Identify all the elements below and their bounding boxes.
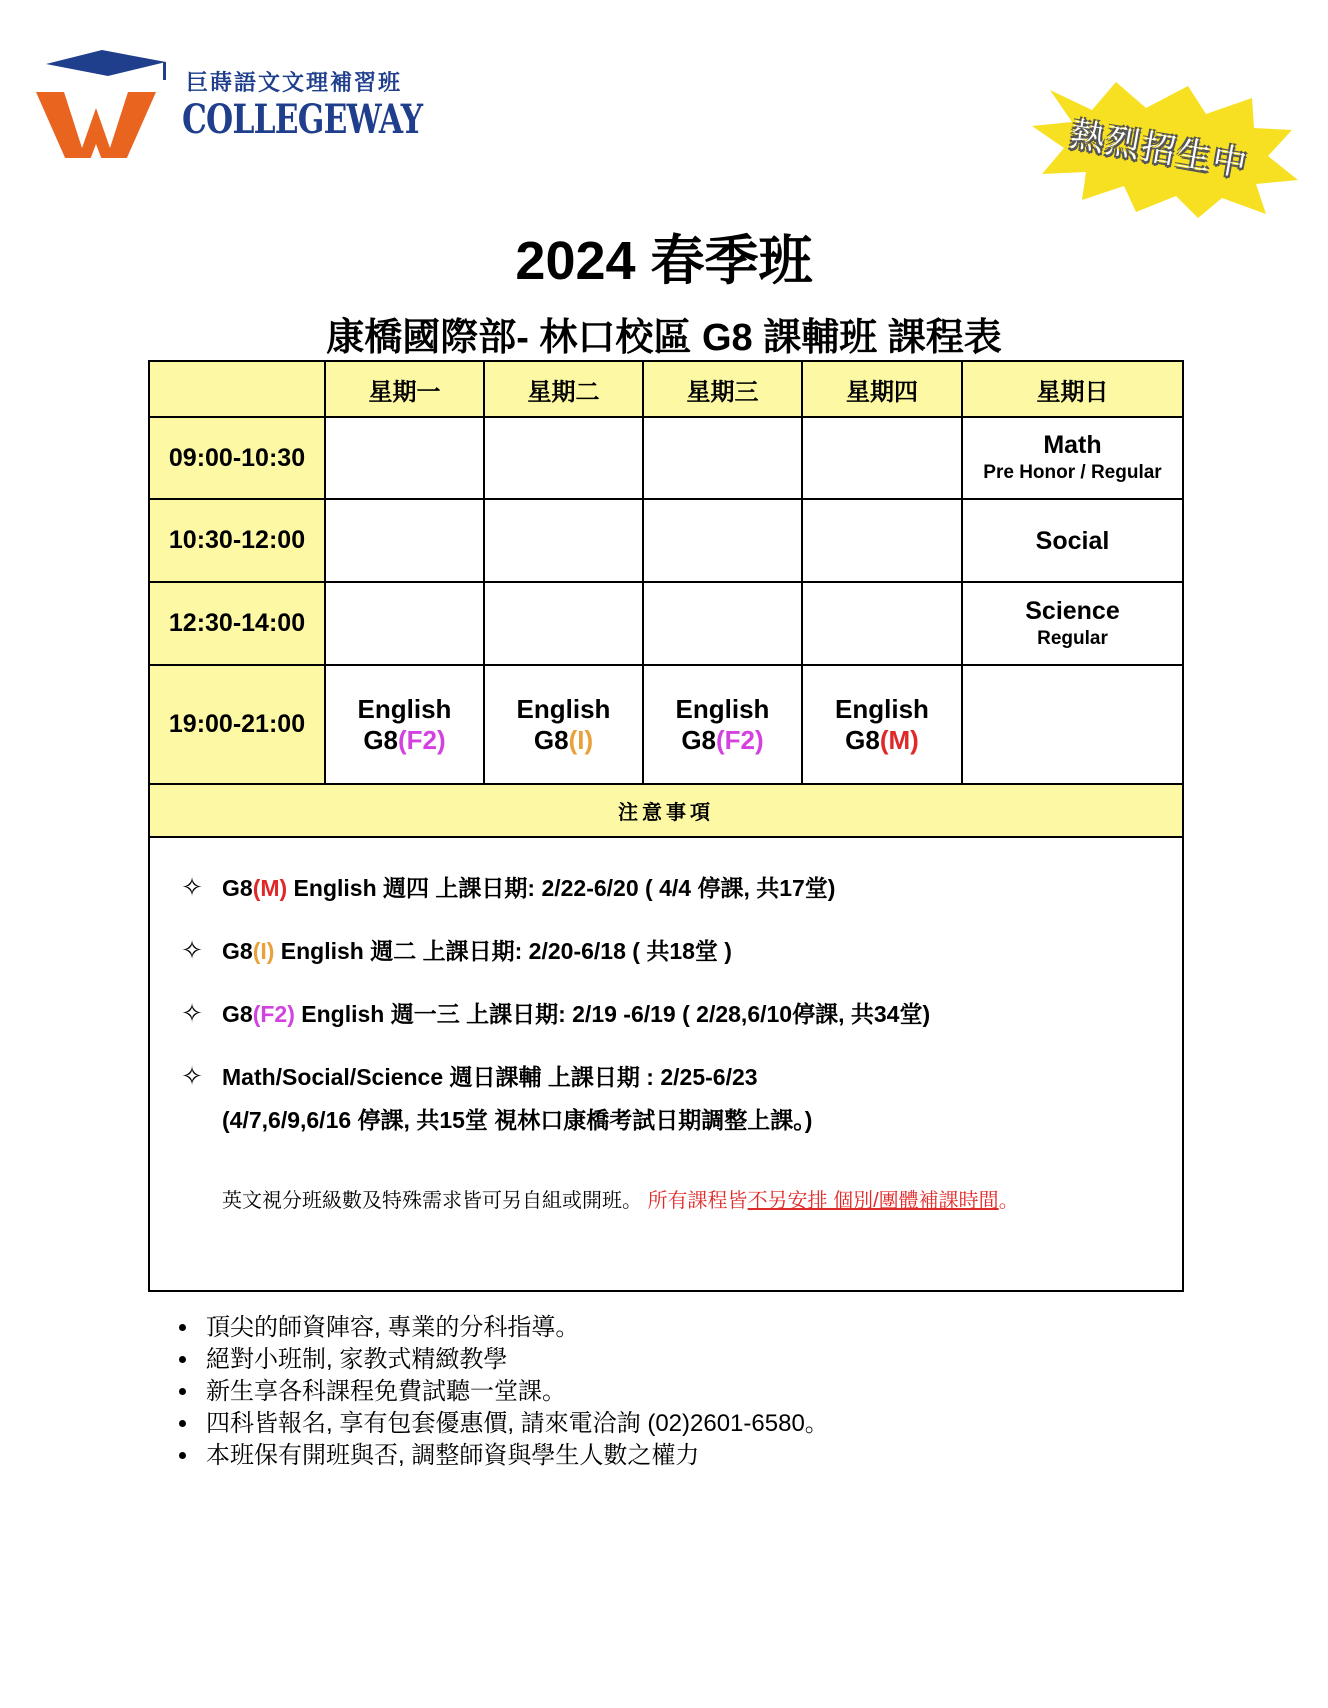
empty-cell: [802, 417, 962, 499]
note-item: ✧ G8(I) English 週二 上課日期: 2/20-6/18 ( 共18堂 ): [162, 933, 732, 966]
class-subject: Math: [1043, 431, 1102, 459]
empty-cell: [484, 582, 643, 665]
star-bullet-icon: ✧: [181, 998, 203, 1028]
empty-cell: [325, 499, 484, 582]
notes-cell: [149, 837, 1183, 1291]
notes-body-row: [149, 837, 1183, 1291]
page-subtitle: 康橋國際部- 林口校區 G8 課輔班 課程表: [326, 317, 1002, 359]
class-subject: English: [835, 693, 929, 724]
time-row: [149, 417, 1183, 499]
class-cell: [325, 665, 484, 784]
class-cell: [484, 665, 643, 784]
class-cell: [802, 665, 962, 784]
class-subject: English: [516, 693, 611, 724]
class-level: (M): [879, 724, 919, 755]
list-item: • 四科皆報名, 享有包套優惠價, 請來電洽詢 (02)2601-6580。: [200, 1408, 829, 1440]
day-header: 星期二: [484, 361, 643, 417]
day-header: 星期日: [962, 361, 1183, 417]
list-item: • 絕對小班制, 家教式精緻教學: [200, 1344, 829, 1376]
class-detail: Regular: [1037, 627, 1108, 649]
empty-cell: [643, 499, 802, 582]
class-subject: Science: [1025, 596, 1120, 625]
class-level: (I): [568, 724, 594, 755]
note-item: ✧ G8(M) English 週四 上課日期: 2/22-6/20 ( 4/4 停課, 共17堂): [162, 870, 835, 903]
logo-chinese-name: 巨蒔語文文理補習班: [186, 70, 403, 96]
day-header: 星期四: [802, 361, 962, 417]
class-grade: G8: [363, 724, 398, 755]
time-slot: 19:00-21:00: [149, 665, 325, 784]
note-item: ✧ G8(F2) English 週一三 上課日期: 2/19 -6/19 ( 2/28,6/10停課, 共34堂): [162, 996, 930, 1029]
note-item-continued: (4/7,6/9,6/16 停課, 共15堂 視林口康橋考試日期調整上課。): [222, 1107, 813, 1133]
class-cell: [962, 499, 1183, 582]
remark-line: 英文視分班級數及特殊需求皆可另自組或開班。 所有課程皆不另安排 個別/團體補課時間。: [222, 1190, 1019, 1212]
star-bullet-icon: ✧: [181, 935, 203, 965]
star-bullet-icon: ✧: [181, 1061, 203, 1091]
graduation-cap-w-logo-icon: [36, 48, 186, 158]
class-subject: Social: [1035, 526, 1110, 555]
time-slot: 12:30-14:00: [149, 582, 325, 665]
note-item: ✧ Math/Social/Science 週日課輔 上課日期 : 2/25-6/23: [162, 1059, 758, 1092]
schedule-table: [148, 360, 1184, 1292]
enrollment-badge: [1030, 78, 1300, 218]
class-cell: [962, 417, 1183, 499]
class-grade: G8: [845, 724, 880, 755]
header-row: [149, 361, 1183, 417]
class-level: (F2): [716, 724, 764, 755]
class-subject: English: [357, 693, 452, 724]
class-detail: Pre Honor / Regular: [983, 462, 1162, 483]
class-level: (F2): [398, 724, 446, 755]
empty-cell: [643, 582, 802, 665]
list-item: • 新生享各科課程免費試聽一堂課。: [200, 1376, 829, 1408]
time-row: [149, 582, 1183, 665]
notes-header: 注意事項: [149, 784, 1183, 837]
class-cell: [643, 665, 802, 784]
empty-cell: [484, 417, 643, 499]
logo: [36, 48, 423, 158]
day-header: 星期三: [643, 361, 802, 417]
page-title: 2024 春季班: [515, 231, 813, 291]
empty-cell: [484, 499, 643, 582]
empty-cell: [325, 417, 484, 499]
list-item: • 本班保有開班與否, 調整師資與學生人數之權力: [200, 1440, 829, 1472]
list-item: • 頂尖的師資陣容, 專業的分科指導。: [200, 1312, 829, 1344]
time-row: [149, 665, 1183, 784]
empty-cell: [643, 417, 802, 499]
class-subject: English: [675, 693, 770, 724]
corner-cell: [149, 361, 325, 417]
empty-cell: [962, 665, 1183, 784]
empty-cell: [325, 582, 484, 665]
empty-cell: [802, 582, 962, 665]
class-grade: G8: [533, 724, 569, 755]
time-slot: 09:00-10:30: [149, 417, 325, 499]
feature-list: [160, 1312, 829, 1472]
logo-english-name: COLLEGEWAY: [182, 96, 423, 143]
class-cell: [962, 582, 1183, 665]
star-bullet-icon: ✧: [181, 872, 203, 902]
empty-cell: [802, 499, 962, 582]
class-grade: G8: [681, 724, 716, 755]
notes-header-row: [149, 784, 1183, 837]
badge-text: 熱烈招生中: [1067, 114, 1252, 186]
time-slot: 10:30-12:00: [149, 499, 325, 582]
time-row: [149, 499, 1183, 582]
day-header: 星期一: [325, 361, 484, 417]
